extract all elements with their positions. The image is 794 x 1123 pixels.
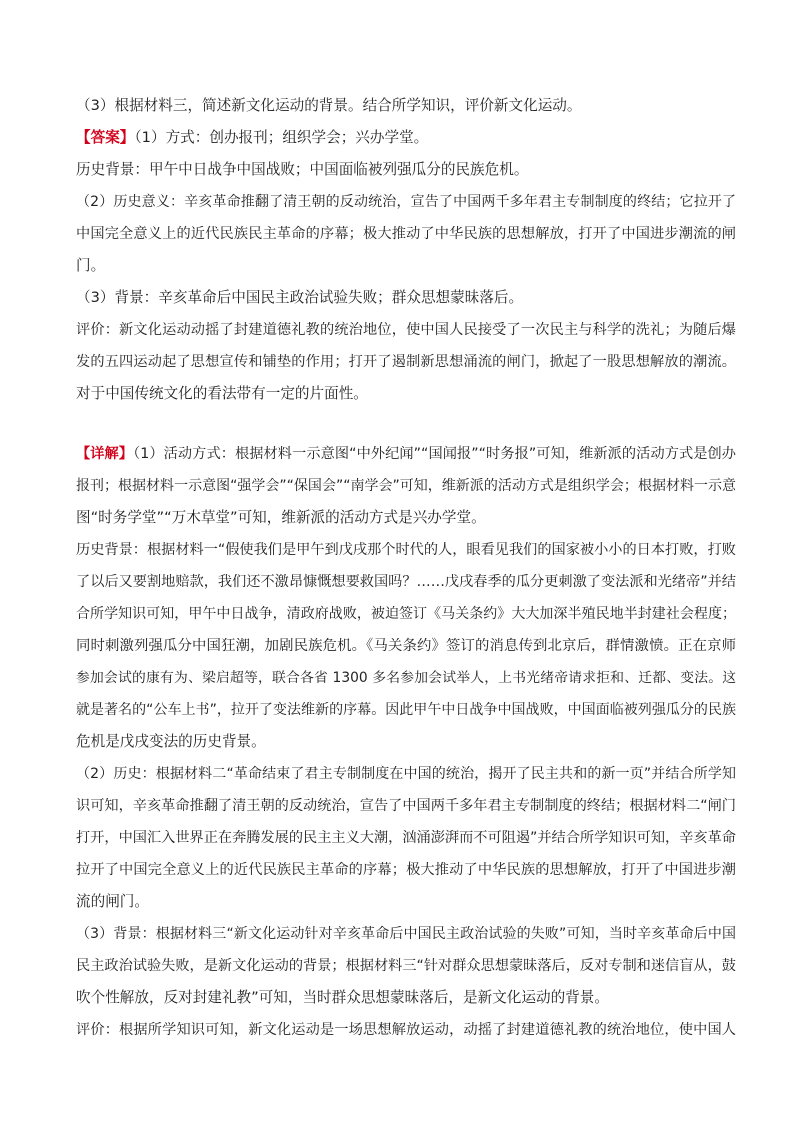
answer-background: 历史背景：甲午中日战争中国战败；中国面临被列强瓜分的民族危机。 <box>76 161 529 178</box>
answer-2-line-a: （2）历史意义：辛亥革命推翻了清王朝的反动统治，宣告了中国两千多年君主专制制度的终结；它拉开了 <box>76 194 736 210</box>
detail-label: 【详解】 <box>76 446 134 462</box>
detail-line-3a: （2）历史：根据材料二“革命结束了君主专制制度在中国的统治，揭开了民主共和的新一页”并结合所学知 <box>76 766 736 782</box>
detail-line-1b: 报刊；根据材料一示意图“强学会”“保国会”“南学会”可知，维新派的活动方式是组织学会；根据材料一示意 <box>76 478 736 494</box>
detail-line-4c: 吹个性解放，反对封建礼教”可知，当时群众思想蒙昧落后，是新文化运动的背景。 <box>76 989 609 1006</box>
evaluation-line-1: 评价：新文化运动动摇了封建道德礼教的统治地位，使中国人民接受了一次民主与科学的洗礼；为随后爆 <box>76 322 736 338</box>
detail-line-3c: 打开，中国汇入世界正在奔腾发展的民主主义大潮，汹涌澎湃而不可阻遏”并结合所学知识可知，辛亥革命 <box>76 830 736 846</box>
answer-3: （3）背景：辛亥革命后中国民主政治试验失败；群众思想蒙昧落后。 <box>76 289 524 306</box>
detail-line-2c: 合所学知识可知，甲午中日战争，清政府战败，被迫签订《马关条约》大大加深半殖民地半封建社会程度； <box>76 606 736 622</box>
evaluation-line-3: 对于中国传统文化的看法带有一定的片面性。 <box>76 385 368 402</box>
answer-line-1 <box>76 128 736 148</box>
evaluation-line-2: 发的五四运动起了思想宣传和铺垫的作用；打开了遏制新思想涌流的闸门，掀起了一股思想解放的潮流。 <box>76 354 736 370</box>
detail-line-1a <box>76 444 736 464</box>
answer-label: 【答案】 <box>76 129 135 146</box>
detail-line-2b: 了以后又要割地赔款，我们还不激昂慷慨想要救国吗？……戊戌春季的瓜分更刺激了变法派和光绪帝”并结 <box>76 574 736 590</box>
detail-line-3e: 流的闸门。 <box>76 893 149 910</box>
detail-line-5a: 评价：根据所学知识可知，新文化运动是一场思想解放运动，动摇了封建道德礼教的统治地位，使中国人 <box>76 1022 736 1038</box>
detail-1a-text: （1）活动方式：根据材料一示意图“中外纪闻”“国闻报”“时务报”可知，维新派的活动方式是创办 <box>133 446 736 462</box>
detail-line-4a: （3）背景：根据材料三“新文化运动针对辛亥革命后中国民主政治试验的失败”可知，当时辛亥革命后中国 <box>76 926 736 942</box>
detail-line-2g: 危机是戊戌变法的历史背景。 <box>76 733 266 750</box>
answer-2-line-b: 中国完全意义上的近代民族民主革命的序幕；极大推动了中华民族的思想解放，打开了中国进步潮流的闸 <box>76 226 736 242</box>
detail-line-1c: 图“时务学堂”“万木草堂”可知，维新派的活动方式是兴办学堂。 <box>76 509 486 526</box>
detail-line-2f: 就是著名的“公车上书”，拉开了变法维新的序幕。因此甲午中日战争中国战败，中国面临被列强瓜分的民族 <box>76 702 736 718</box>
detail-line-4b: 民主政治试验失败，是新文化运动的背景；根据材料三“针对群众思想蒙昧落后，反对专制和迷信盲从，鼓 <box>76 958 736 974</box>
detail-line-3d: 拉开了中国完全意义上的近代民族民主革命的序幕；极大推动了中华民族的思想解放，打开了中国进步潮 <box>76 862 736 878</box>
detail-line-2e: 参加会试的康有为、梁启超等，联合各省 1300 多名参加会试举人，上书光绪帝请求拒和、迁都、变法。这 <box>76 670 736 686</box>
answer-1-text: （1）方式：创办报刊；组织学会；兴办学堂。 <box>134 129 429 146</box>
detail-line-3b: 识可知，辛亥革命推翻了清王朝的反动统治，宣告了中国两千多年君主专制制度的终结；根据材料二“闸门 <box>76 798 736 814</box>
detail-line-2d: 同时刺激列强瓜分中国狂潮，加剧民族危机。《马关条约》签订的消息传到北京后，群情激愤。正在京师 <box>76 638 736 654</box>
detail-line-2a: 历史背景：根据材料一“假使我们是甲午到戊戌那个时代的人，眼看见我们的国家被小小的日本打败，打败 <box>76 542 736 558</box>
answer-2-line-c: 门。 <box>76 257 106 274</box>
question-3: （3）根据材料三，简述新文化运动的背景。结合所学知识，评价新文化运动。 <box>76 97 582 114</box>
